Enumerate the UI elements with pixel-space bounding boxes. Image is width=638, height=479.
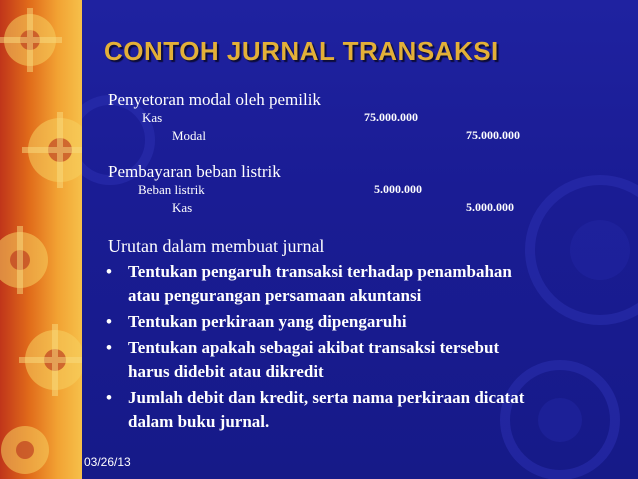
list-item bbox=[102, 386, 622, 434]
journal-2-credit-amount: 5.000.000 bbox=[466, 200, 514, 214]
footer-date: 03/26/13 bbox=[84, 455, 131, 469]
journal-2-credit-account: Kas bbox=[172, 200, 193, 215]
list-item bbox=[102, 260, 622, 308]
slide-title: CONTOH JURNAL TRANSAKSI bbox=[104, 36, 499, 66]
journal-2-debit-account: Beban listrik bbox=[138, 182, 205, 197]
list-item-line: harus didebit atau dikredit bbox=[128, 362, 324, 381]
list-item-line: atau pengurangan persamaan akuntansi bbox=[128, 286, 422, 305]
journal-1-debit-amount: 75.000.000 bbox=[364, 110, 418, 124]
left-decorative-strip bbox=[0, 0, 82, 479]
list-item bbox=[102, 336, 622, 384]
bullet-icon: • bbox=[106, 312, 112, 331]
bullet-icon: • bbox=[106, 338, 112, 357]
bullet-icon: • bbox=[106, 262, 112, 281]
bullet-icon: • bbox=[106, 388, 112, 407]
list-item-line: Tentukan apakah sebagai akibat transaksi tersebut bbox=[128, 338, 500, 357]
steps-list bbox=[102, 260, 622, 436]
journal-2-debit-amount: 5.000.000 bbox=[374, 182, 422, 196]
list-item-line: Jumlah debit dan kredit, serta nama perkiraan dicatat bbox=[128, 388, 525, 407]
list-item-line: Tentukan pengaruh transaksi terhadap penambahan bbox=[128, 262, 512, 281]
list-item-line: dalam buku jurnal. bbox=[128, 412, 270, 431]
journal-1-credit-amount: 75.000.000 bbox=[466, 128, 520, 142]
steps-heading: Urutan dalam membuat jurnal bbox=[108, 236, 325, 256]
list-item bbox=[102, 310, 622, 334]
journal-1-credit-account: Modal bbox=[172, 128, 206, 143]
journal-1-debit-account: Kas bbox=[142, 110, 163, 125]
gear-icon bbox=[0, 0, 82, 479]
list-item-line: Tentukan perkiraan yang dipengaruhi bbox=[128, 312, 407, 331]
journal-2-title: Pembayaran beban listrik bbox=[108, 162, 281, 181]
journal-1-title: Penyetoran modal oleh pemilik bbox=[108, 90, 321, 109]
